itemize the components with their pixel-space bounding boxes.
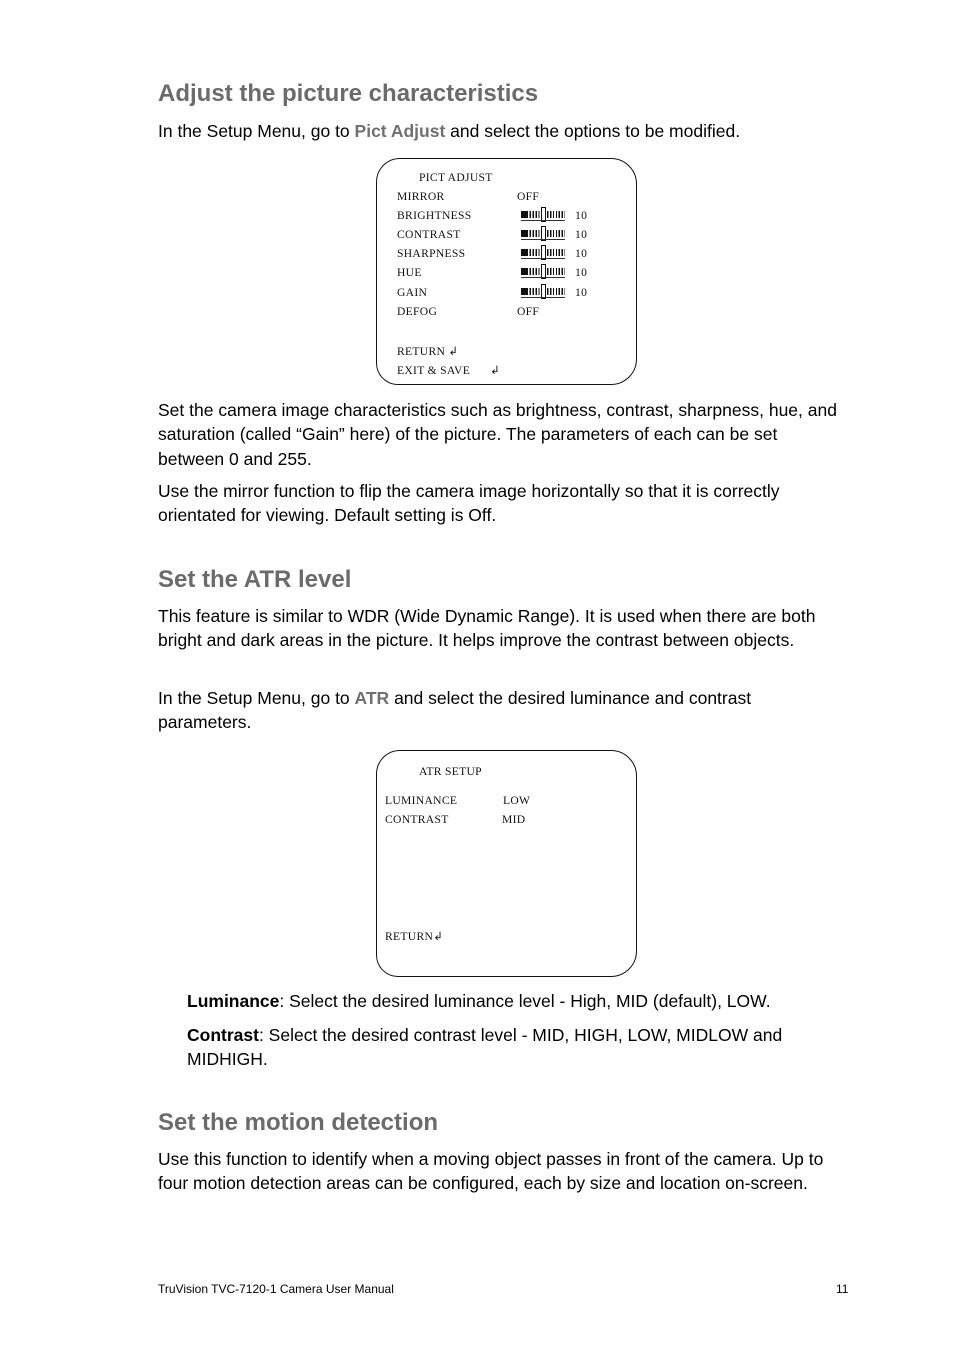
menu-label-contrast: CONTRAST [397,228,461,241]
menu-label-defog: DEFOG [397,305,438,318]
atr-menu-return: RETURN↲ [385,930,444,943]
gain-slider [521,287,565,296]
menu-return: RETURN ↲ [397,345,459,358]
footer-page-number: 11 [836,1282,849,1296]
atr-description-paragraph: This feature is similar to WDR (Wide Dynamic Range). It is used when there are both bright and dark areas in the picture. It helps improve the contrast between objects. [158,606,816,651]
menu-label-atr-contrast: CONTRAST [385,813,449,826]
sharpness-slider [521,248,565,257]
menu-value-luminance: LOW [503,794,531,807]
pict-adjust-title: PICT ADJUST [419,171,493,184]
menu-value-brightness: 10 [575,209,588,222]
atr-intro: In the Setup Menu, go to ATR and select the desired luminance and contrast parameters. [158,688,752,733]
pict-adjust-menu-name: Pict Adjust [354,121,446,141]
brightness-slider [521,210,565,219]
atr-setup-title: ATR SETUP [419,765,482,778]
menu-value-defog: OFF [517,305,540,318]
footer-manual-title: TruVision TVC-7120-1 Camera User Manual [158,1282,394,1296]
menu-value-sharpness: 10 [575,247,588,260]
section-heading-picture: Adjust the picture characteristics [158,80,539,107]
menu-label-gain: GAIN [397,286,428,299]
enter-icon: ↲ [448,345,459,358]
pict-adjust-menu-screenshot [376,158,637,385]
picture-characteristics-paragraph: Set the camera image characteristics such as brightness, contrast, sharpness, hue, and saturation (called “Gain” here) of the picture. The parameters of each can be set between 0 and 255. [158,400,837,469]
enter-icon: ↲ [433,930,444,943]
menu-value-gain: 10 [575,286,588,299]
motion-detection-paragraph: Use this function to identify when a moving object passes in front of the camera. Up to four motion detection areas can be configured, each by size and location on-screen. [158,1149,824,1194]
menu-label-brightness: BRIGHTNESS [397,209,472,222]
pict-adjust-intro: In the Setup Menu, go to Pict Adjust and select the options to be modified. [158,121,741,141]
mirror-paragraph: Use the mirror function to flip the camera image horizontally so that it is correctly orientated for viewing. Default setting is Off. [158,481,780,526]
hue-slider [521,267,565,276]
menu-value-mirror: OFF [517,190,540,203]
contrast-definition: Contrast: Select the desired contrast level - MID, HIGH, LOW, MIDLOW and MIDHIGH. [187,1025,783,1070]
section-heading-motion: Set the motion detection [158,1109,439,1136]
menu-exit-save: EXIT & SAVE ↲ [397,364,501,377]
menu-value-hue: 10 [575,266,588,279]
menu-label-sharpness: SHARPNESS [397,247,466,260]
atr-setup-menu-screenshot [376,750,637,977]
menu-label-mirror: MIRROR [397,190,445,203]
menu-label-hue: HUE [397,266,422,279]
contrast-slider [521,229,565,238]
section-heading-atr: Set the ATR level [158,566,352,593]
menu-value-contrast: 10 [575,228,588,241]
atr-menu-name: ATR [354,688,390,708]
menu-value-atr-contrast: MID [502,813,526,826]
enter-icon: ↲ [490,364,501,377]
menu-label-luminance: LUMINANCE [385,794,458,807]
luminance-definition: Luminance: Select the desired luminance level - High, MID (default), LOW. [187,991,771,1011]
